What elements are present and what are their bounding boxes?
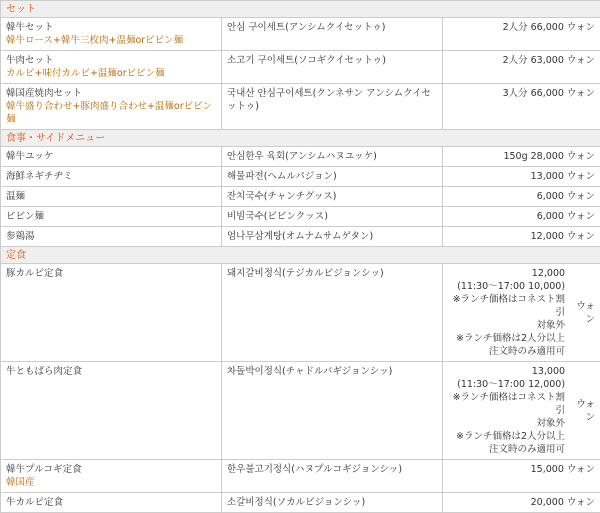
item-price-detail: 12,000 (11:30～17:00 10,000) ※ランチ価格はコネスト割引 対象外 ※ランチ価格は2人分以上 注文時のみ適用可	[448, 267, 565, 358]
menu-row	[1, 207, 600, 227]
item-subtitle: カルビ+味付カルビ+温麺orビビン麺	[6, 67, 216, 80]
item-price: 12,000 ウォン	[531, 230, 595, 243]
item-price: 13,000 ウォン	[531, 170, 595, 183]
item-korean-name: 차돌박이정식(チャドルバギジョンシッ)	[222, 362, 443, 460]
item-name-cell	[1, 207, 222, 227]
item-price: 15,000 ウォン	[531, 463, 595, 476]
item-korean-name: 엄나무삼계탕(オムナムサムゲタン)	[222, 227, 443, 247]
item-korean-name: 소갈비정식(ソカルビジョンシッ)	[222, 493, 443, 513]
item-name: 海鮮ネギチヂミ	[6, 171, 73, 182]
menu-row	[1, 84, 600, 130]
item-korean-name: 잔치국수(チャンチグッス)	[222, 187, 443, 207]
item-name-cell	[1, 493, 222, 513]
item-price-unit: ウォン	[568, 300, 595, 326]
item-price-detail: 13,000 (11:30～17:00 12,000) ※ランチ価格はコネスト割引 対象外 ※ランチ価格は2人分以上 注文時のみ適用可	[448, 365, 565, 456]
menu-row	[1, 362, 600, 460]
item-korean-name: 돼지갈비정식(テジカルビジョンシッ)	[222, 264, 443, 362]
item-price-cell	[443, 460, 600, 493]
item-price: 6,000 ウォン	[537, 210, 595, 223]
item-name-cell	[1, 51, 222, 84]
section-header	[1, 130, 600, 147]
item-price: 6,000 ウォン	[537, 190, 595, 203]
item-name: ビビン麺	[6, 211, 44, 222]
menu-row	[1, 147, 600, 167]
menu-row	[1, 187, 600, 207]
section-title: 食事・サイドメニュー	[1, 130, 600, 147]
item-name-cell	[1, 84, 222, 130]
item-price-cell	[443, 264, 600, 362]
item-name: 韓国産焼肉セット	[6, 88, 82, 99]
item-korean-name: 소고기 구이세트(ソコギクイセットゥ)	[222, 51, 443, 84]
item-name-cell	[1, 18, 222, 51]
menu-row	[1, 18, 600, 51]
item-name: 牛カルビ定食	[6, 497, 63, 508]
item-name: 豚カルビ定食	[6, 268, 63, 279]
item-price-cell	[443, 51, 600, 84]
menu-row	[1, 227, 600, 247]
item-name: 参鶏湯	[6, 231, 35, 242]
item-korean-name: 한우불고기정식(ハヌプルコギジョンシッ)	[222, 460, 443, 493]
item-price-cell	[443, 362, 600, 460]
item-subtitle: 韓牛盛り合わせ+豚肉盛り合わせ+温麺orビビン麺	[6, 100, 216, 126]
section-title: セット	[1, 1, 600, 18]
item-name-cell	[1, 264, 222, 362]
item-korean-name: 해물파전(ヘムルパジョン)	[222, 167, 443, 187]
section-header	[1, 1, 600, 18]
item-name-cell	[1, 147, 222, 167]
item-name-cell	[1, 362, 222, 460]
item-price-cell	[443, 18, 600, 51]
item-name: 牛ともばら肉定食	[6, 366, 82, 377]
item-price: 2人分 63,000 ウォン	[503, 54, 595, 67]
item-price-cell	[443, 227, 600, 247]
menu-row	[1, 264, 600, 362]
menu-row	[1, 167, 600, 187]
item-price: 3人分 66,000 ウォン	[503, 87, 595, 100]
item-name: 牛肉セット	[6, 55, 54, 66]
item-name-cell	[1, 187, 222, 207]
item-korean-name: 국내산 안심구이세트(クンネサン アンシムクイセットゥ)	[222, 84, 443, 130]
item-name: 韓牛セット	[6, 22, 54, 33]
menu-row	[1, 51, 600, 84]
item-subtitle: 韓牛ロース+韓牛三枚肉+温麺orビビン麺	[6, 34, 216, 47]
item-name: 韓牛ユッケ	[6, 151, 53, 162]
item-korean-name: 안심한우 육회(アンシムハヌユッケ)	[222, 147, 443, 167]
item-korean-name: 비빔국수(ビビンクッス)	[222, 207, 443, 227]
item-price-cell	[443, 493, 600, 513]
item-price-cell	[443, 167, 600, 187]
section-header	[1, 247, 600, 264]
item-price-cell	[443, 84, 600, 130]
item-price-cell	[443, 187, 600, 207]
menu-row	[1, 493, 600, 513]
item-korean-name: 안심 구이세트(アンシムクイセットゥ)	[222, 18, 443, 51]
item-price-cell	[443, 207, 600, 227]
item-name: 温麺	[6, 191, 25, 202]
item-price: 20,000 ウォン	[531, 496, 595, 509]
item-name-cell	[1, 460, 222, 493]
item-subtitle: 韓国産	[6, 476, 216, 489]
menu-row	[1, 460, 600, 493]
menu-table-body	[1, 1, 600, 513]
item-price-unit: ウォン	[568, 398, 595, 424]
item-name-cell	[1, 167, 222, 187]
item-name-cell	[1, 227, 222, 247]
item-price-cell	[443, 147, 600, 167]
item-name: 韓牛プルコギ定食	[6, 464, 82, 475]
section-title: 定食	[1, 247, 600, 264]
item-price: 2人分 66,000 ウォン	[503, 21, 595, 34]
item-price: 150g 28,000 ウォン	[503, 150, 595, 163]
